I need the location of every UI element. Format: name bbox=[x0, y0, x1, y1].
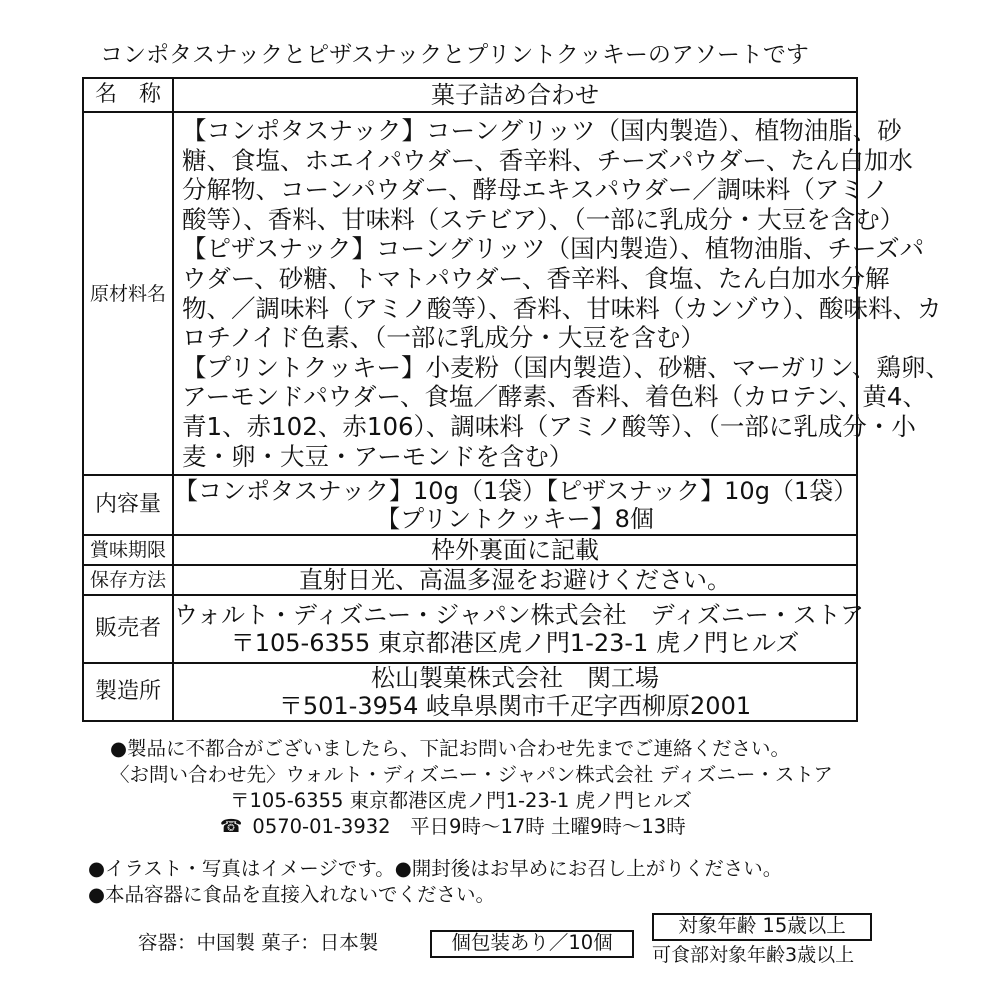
ingredient-line: 青1、赤102、赤106）、調味料（アミノ酸等）、（一部に乳成分・小 bbox=[182, 411, 916, 441]
row-storage bbox=[83, 565, 857, 595]
label-best-before: 賞味期限 bbox=[83, 535, 173, 565]
row-ingredients bbox=[83, 112, 857, 475]
value-storage: 直射日光、高温多湿をお避けください。 bbox=[173, 565, 857, 595]
label-ingredients: 原材料名 bbox=[83, 112, 173, 475]
manufacturer-line-2: 〒501-3954 岐阜県関市千疋字西柳原2001 bbox=[278, 692, 752, 721]
ingredient-line: 糖、食塩、ホエイパウダー、香辛料、チーズパウダー、たん白加水 bbox=[182, 145, 913, 175]
defect-notice: ●製品に不都合がございましたら、下記お問い合わせ先までご連絡ください。 bbox=[110, 737, 791, 760]
row-manufacturer bbox=[83, 663, 857, 721]
contact-address: 〒105-6355 東京都港区虎ノ門1-23-1 虎ノ門ヒルズ bbox=[230, 789, 692, 812]
row-contents bbox=[83, 475, 857, 535]
ingredient-line: ウダー、砂糖、トマトパウダー、香辛料、食塩、たん白加水分解 bbox=[182, 263, 890, 293]
value-name: 菓子詰め合わせ bbox=[173, 78, 857, 112]
package-badge: 個包装あり／10個 bbox=[430, 930, 634, 958]
value-seller bbox=[173, 595, 864, 663]
origin-text: 容器：中国製 菓子：日本製 bbox=[138, 931, 379, 954]
image-notice: ●イラスト・写真はイメージです。●開封後はお早めにお召し上がりください。 bbox=[88, 857, 783, 880]
contact-heading: 〈お問い合わせ先〉ウォルト・ディズニー・ジャパン株式会社 ディズニー・ストア bbox=[110, 763, 833, 786]
container-notice: ●本品容器に食品を直接入れないでください。 bbox=[88, 883, 496, 906]
row-seller bbox=[83, 595, 857, 663]
value-contents bbox=[173, 475, 857, 535]
ingredient-line: アーモンドパウダー、食塩／酵素、香料、着色料（カロテン、黄4、 bbox=[182, 382, 927, 412]
seller-line-2: 〒105-6355 東京都港区虎ノ門1-23-1 虎ノ門ヒルズ bbox=[230, 629, 800, 658]
label-seller: 販売者 bbox=[83, 595, 173, 663]
ingredient-line: 【ピザスナック】コーングリッツ（国内製造）、植物油脂、チーズパ bbox=[182, 234, 925, 264]
food-label-table bbox=[82, 77, 950, 722]
value-best-before: 枠外裏面に記載 bbox=[173, 535, 857, 565]
manufacturer-line-1: 松山製菓株式会社 関工場 bbox=[371, 664, 659, 693]
phone-icon: ☎ bbox=[220, 816, 243, 837]
ingredient-line: 分解物、コーンパウダー、酵母エキスパウダー／調味料（アミノ bbox=[182, 175, 889, 205]
caution-notes bbox=[88, 856, 938, 908]
contents-line-2: 【プリントクッキー】8個 bbox=[376, 505, 654, 534]
label-name: 名 称 bbox=[83, 78, 173, 112]
value-ingredients bbox=[173, 112, 950, 475]
age-badge: 対象年齢 15歳以上 bbox=[652, 913, 872, 941]
edible-age-note: 可食部対象年齢3歳以上 bbox=[652, 944, 855, 966]
contents-line-1: 【コンポタスナック】10g（1袋）【ピザスナック】10g（1袋） bbox=[174, 477, 858, 506]
seller-line-1: ウォルト・ディズニー・ジャパン株式会社 ディズニー・ストア bbox=[174, 601, 864, 630]
ingredient-line: 麦・卵・大豆・アーモンドを含む） bbox=[182, 441, 574, 471]
intro-text: コンポタスナックとピザスナックとプリントクッキーのアソートです bbox=[100, 42, 809, 68]
value-manufacturer bbox=[173, 663, 857, 721]
ingredient-line: 酸等）、香料、甘味料（ステビア）、（一部に乳成分・大豆を含む） bbox=[182, 204, 905, 234]
row-best-before bbox=[83, 535, 857, 565]
label-manufacturer: 製造所 bbox=[83, 663, 173, 721]
ingredient-line: ロチノイド色素、（一部に乳成分・大豆を含む） bbox=[182, 323, 705, 353]
ingredient-line: 物、／調味料（アミノ酸等）、香料、甘味料（カンゾウ）、酸味料、カ bbox=[182, 293, 942, 323]
ingredient-line: 【プリントクッキー】小麦粉（国内製造）、砂糖、マーガリン、鶏卵、 bbox=[182, 352, 950, 382]
contact-phone-line bbox=[110, 814, 910, 840]
label-storage: 保存方法 bbox=[83, 565, 173, 595]
contact-notes bbox=[110, 736, 910, 840]
label-contents: 内容量 bbox=[83, 475, 173, 535]
ingredient-line: 【コンポタスナック】コーングリッツ（国内製造）、植物油脂、砂 bbox=[182, 116, 902, 145]
row-name bbox=[83, 78, 857, 112]
contact-phone: 0570-01-3932 平日9時〜17時 土曜9時〜13時 bbox=[252, 815, 686, 838]
